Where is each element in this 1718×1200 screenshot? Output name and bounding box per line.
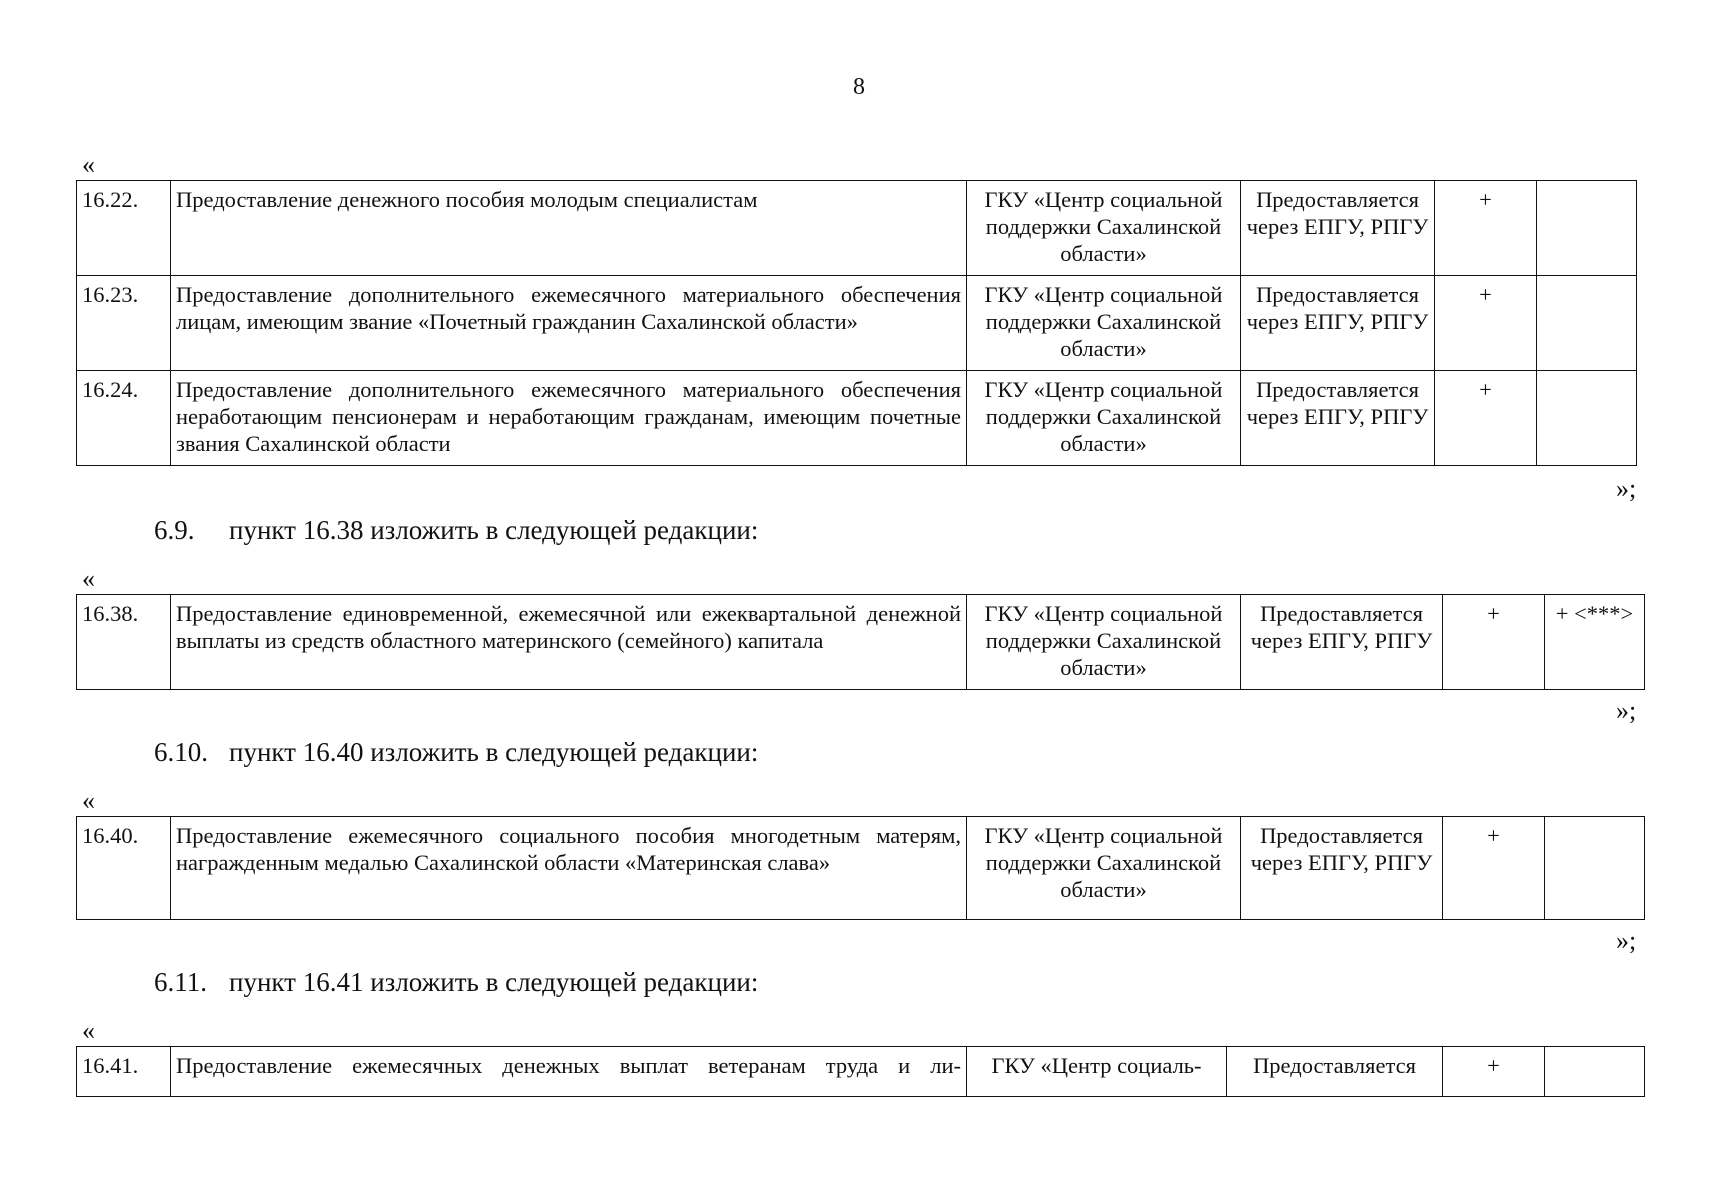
section-text: пункт 16.41 изложить в следующей редакции: — [229, 967, 759, 997]
extra-mark — [1537, 371, 1637, 466]
plus-mark: + — [1435, 371, 1537, 466]
services-table-1 — [76, 180, 1637, 466]
table-row — [77, 595, 1645, 690]
extra-mark — [1537, 181, 1637, 276]
section-heading-6-11 — [154, 967, 758, 997]
section-number: 6.11. — [154, 967, 207, 997]
section-number: 6.9. — [154, 515, 195, 545]
opening-quote: « — [82, 564, 95, 593]
services-table-16-41 — [76, 1046, 1645, 1097]
section-heading-6-10 — [154, 737, 758, 767]
plus-mark: + — [1435, 276, 1537, 371]
provision-method: Предоставляется через ЕПГУ, РПГУ — [1241, 276, 1435, 371]
service-name: Предоставление денежного пособия молодым специалистам — [171, 181, 967, 276]
extra-mark — [1545, 1047, 1645, 1097]
section-text: пункт 16.40 изложить в следующей редакции: — [229, 737, 759, 767]
opening-quote: « — [82, 1016, 95, 1045]
row-number: 16.40. — [77, 817, 171, 920]
table-row — [77, 371, 1637, 466]
plus-mark: + — [1443, 817, 1545, 920]
provision-method: Предоставляется через ЕПГУ, РПГУ — [1241, 817, 1443, 920]
closing-quote: »; — [1616, 926, 1637, 955]
table-row — [77, 181, 1637, 276]
service-provider: ГКУ «Центр социаль- — [967, 1047, 1227, 1097]
service-name: Предоставление ежемесячных денежных выплат ветеранам труда и ли- — [171, 1047, 967, 1097]
section-number: 6.10. — [154, 737, 208, 767]
provision-method: Предоставляется через ЕПГУ, РПГУ — [1241, 371, 1435, 466]
plus-mark: + — [1443, 1047, 1545, 1097]
table-row — [77, 1047, 1645, 1097]
extra-mark — [1545, 817, 1645, 920]
provision-method: Предоставляется — [1227, 1047, 1443, 1097]
plus-mark: + — [1443, 595, 1545, 690]
table-row — [77, 817, 1645, 920]
closing-quote: »; — [1616, 696, 1637, 725]
service-provider: ГКУ «Центр социальной поддержки Сахалинской области» — [967, 371, 1241, 466]
section-text: пункт 16.38 изложить в следующей редакции: — [229, 515, 759, 545]
services-table-16-38 — [76, 594, 1645, 690]
service-provider: ГКУ «Центр социальной поддержки Сахалинской области» — [967, 595, 1241, 690]
service-provider: ГКУ «Центр социальной поддержки Сахалинской области» — [967, 817, 1241, 920]
service-name: Предоставление дополнительного ежемесячного материального обеспечения лицам, имеющим звание «Почетный гражданин Сахалинской области» — [171, 276, 967, 371]
provision-method: Предоставляется через ЕПГУ, РПГУ — [1241, 595, 1443, 690]
service-name: Предоставление единовременной, ежемесячной или ежеквартальной денежной выплаты из средств областного материнского (семейного) капитала — [171, 595, 967, 690]
extra-mark — [1537, 276, 1637, 371]
row-number: 16.41. — [77, 1047, 171, 1097]
table-row — [77, 276, 1637, 371]
provision-method: Предоставляется через ЕПГУ, РПГУ — [1241, 181, 1435, 276]
section-heading-6-9 — [154, 515, 758, 545]
plus-mark: + — [1435, 181, 1537, 276]
service-provider: ГКУ «Центр социальной поддержки Сахалинской области» — [967, 181, 1241, 276]
service-provider: ГКУ «Центр социальной поддержки Сахалинской области» — [967, 276, 1241, 371]
service-name: Предоставление дополнительного ежемесячного материального обеспечения неработающим пенсионерам и неработающим гражданам, имеющим почетные звания Сахалинской области — [171, 371, 967, 466]
row-number: 16.23. — [77, 276, 171, 371]
page-number: 8 — [853, 74, 865, 100]
service-name: Предоставление ежемесячного социального пособия многодетным матерям, награжденным медалью Сахалинской области «Материнская слава» — [171, 817, 967, 920]
opening-quote: « — [82, 786, 95, 815]
row-number: 16.24. — [77, 371, 171, 466]
opening-quote: « — [82, 150, 95, 179]
services-table-16-40 — [76, 816, 1645, 920]
closing-quote: »; — [1616, 474, 1637, 503]
row-number: 16.38. — [77, 595, 171, 690]
row-number: 16.22. — [77, 181, 171, 276]
extra-mark: + <***> — [1545, 595, 1645, 690]
